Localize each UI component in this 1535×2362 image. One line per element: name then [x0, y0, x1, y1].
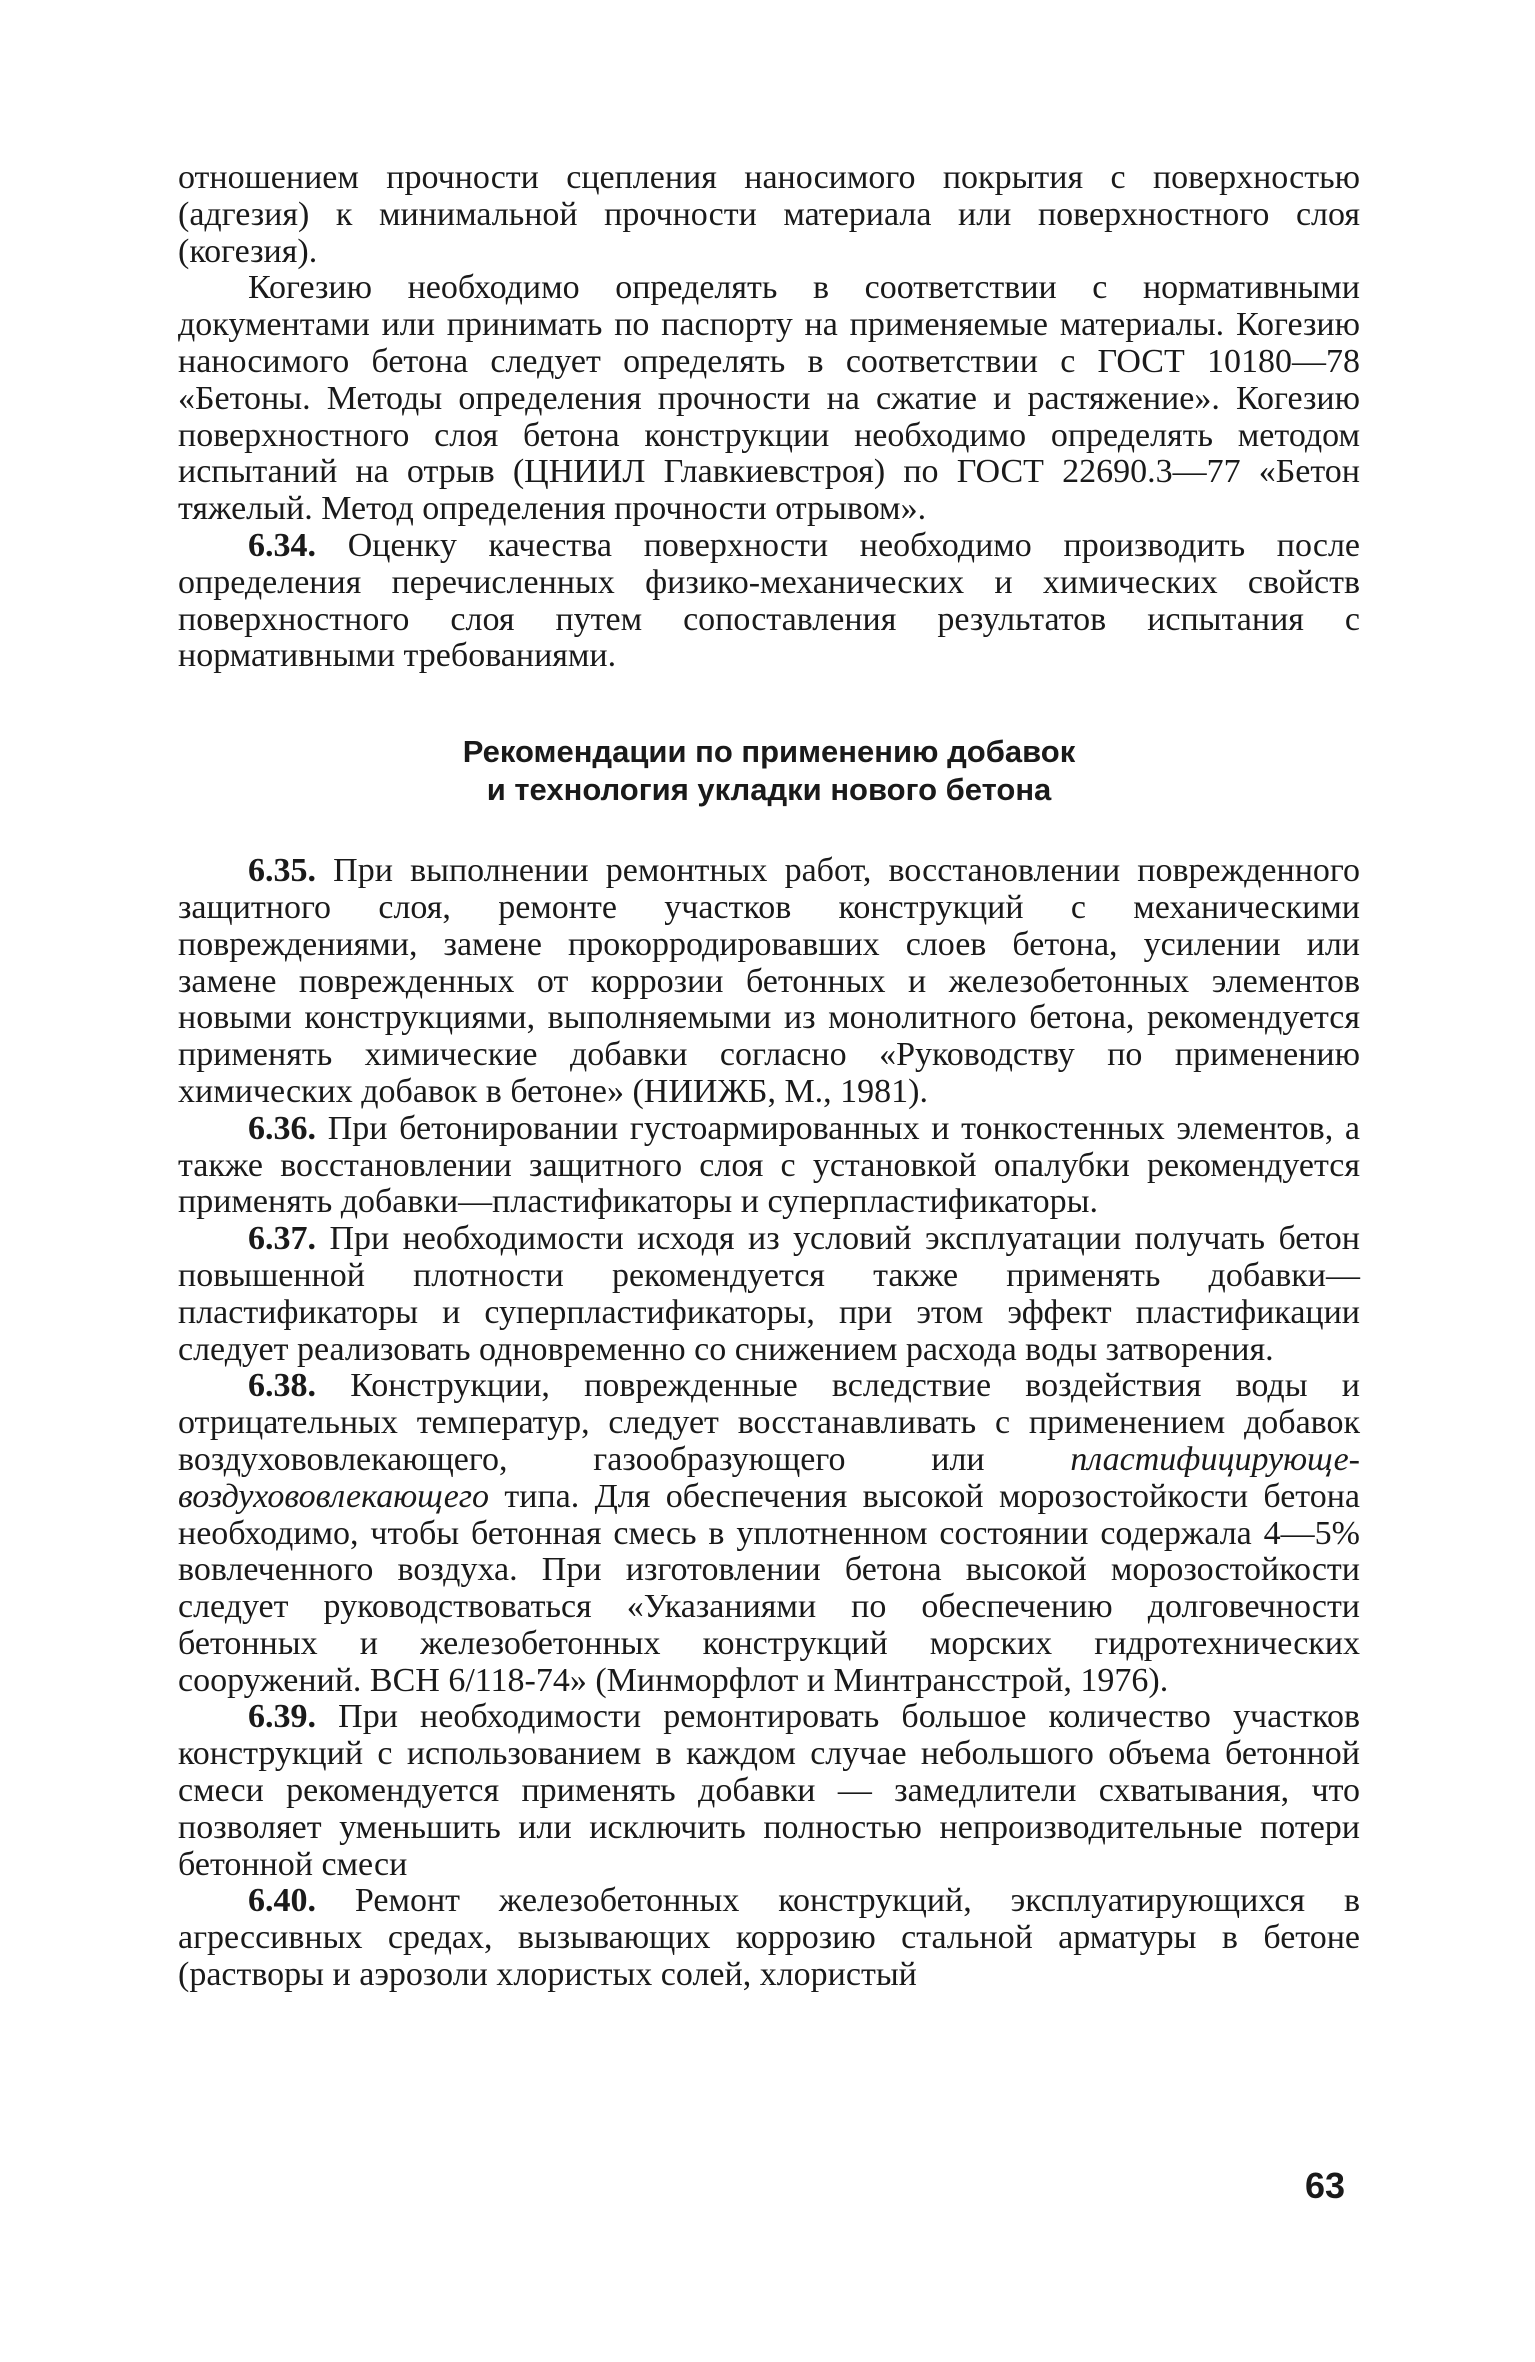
- paragraph-6-34: [178, 528, 1360, 675]
- paragraph-number: 6.39.: [248, 1698, 316, 1736]
- paragraph-6-39: [178, 1699, 1360, 1883]
- paragraph-number: 6.37.: [248, 1220, 316, 1258]
- paragraph-text: Оценку качества поверхности необходимо производить после определения перечисленных физико-механических и химических свойств поверхностного слоя путем сопоставления результатов испытания с нормативными требованиями.: [178, 526, 1361, 675]
- paragraph-text: При необходимости ремонтировать большое количество участков конструкций с использованием в каждом случае небольшого объема бетонной смеси рекомендуется применять добавки — замедлители схватывания, что позволяет уменьшить или исключить полностью непроизводительные потери бетонной смеси: [178, 1698, 1360, 1883]
- paragraph-cohesion: Когезию необходимо определять в соответствии с нормативными документами или принимать по паспорту на применяемые материалы. Когезию наносимого бетона следует определять в соответствии с ГОСТ 10180—78 «Бетоны. Методы определения прочности на сжатие и растяжение». Когезию поверхностного слоя бетона конструкции необходимо определять методом испытаний на отрыв (ЦНИИЛ Главкиевстроя) по ГОСТ 22690.3—77 «Бетон тяжелый. Метод определения прочности отрывом».: [178, 269, 1360, 528]
- paragraph-6-36: [178, 1111, 1360, 1221]
- section-heading-line-2: и технология укладки нового бетона: [486, 772, 1052, 808]
- paragraph-6-40: [178, 1883, 1360, 1993]
- paragraph-number: 6.34.: [248, 526, 316, 564]
- page-body: [178, 160, 1360, 1994]
- paragraph-intro: отношением прочности сцепления наносимого покрытия с поверхностью (адгезия) к минимальной прочности материала или поверхностного слоя (когезия).: [178, 159, 1360, 270]
- section-heading: [178, 733, 1360, 809]
- paragraph-6-38: [178, 1368, 1360, 1699]
- paragraph-text: При бетонировании густоармированных и тонкостенных элементов, а также восстановлении защитного слоя с установкой опалубки рекомендуется применять добавки—пластификаторы и суперпластификаторы.: [178, 1109, 1361, 1221]
- paragraph-number: 6.36.: [248, 1109, 316, 1147]
- page-number: 63: [1305, 2165, 1346, 2206]
- paragraph-text: При необходимости исходя из условий эксплуатации получать бетон повышенной плотности рекомендуется также применять добавки—пластификаторы и суперпластификаторы, при этом эффект пластификации следует реализовать одновременно со снижением расхода воды затворения.: [178, 1220, 1361, 1368]
- paragraph-text: При выполнении ремонтных работ, восстановлении поврежденного защитного слоя, ремонте участков конструкций с механическими повреждениями, замене прокорродировавших слоев бетона, усилении или замене поврежденных от коррозии бетонных и железобетонных элементов новыми конструкциями, выполняемыми из монолитного бетона, рекомендуется применять химические добавки согласно «Руководству по применению химических добавок в бетоне» (НИИЖБ, М., 1981).: [178, 852, 1361, 1110]
- paragraph-number: 6.35.: [248, 852, 316, 890]
- paragraph-number: 6.38.: [248, 1367, 316, 1405]
- paragraph-text: Конструкции, поврежденные вследствие воздействия воды и отрицательных температур, следует восстанавливать с применением добавок воздухововлекающего, газообразующего или: [178, 1367, 1360, 1478]
- section-heading-line-1: Рекомендации по применению добавок: [462, 734, 1076, 770]
- paragraph-text: Ремонт железобетонных конструкций, эксплуатирующихся в агрессивных средах, вызывающих коррозию стальной арматуры в бетоне (растворы и аэрозоли хлористых солей, хлористый: [178, 1882, 1360, 1994]
- paragraph-6-37: [178, 1221, 1360, 1368]
- paragraph-number: 6.40.: [248, 1882, 316, 1920]
- paragraph-text-italic: пластифицирующе-воздухововлекающего: [178, 1440, 1360, 1515]
- paragraph-6-35: [178, 853, 1360, 1111]
- paragraph-text-continued: типа. Для обеспечения высокой морозостойкости бетона необходимо, чтобы бетонная смесь в уплотненном состоянии содержала 4—5% вовлеченного воздуха. При изготовлении бетона высокой морозостойкости следует руководствоваться «Указаниями по обеспечению долговечности бетонных и железобетонных конструкций морских гидротехнических сооружений. ВСН 6/118-74» (Минморфлот и Минтрансстрой, 1976).: [178, 1477, 1361, 1699]
